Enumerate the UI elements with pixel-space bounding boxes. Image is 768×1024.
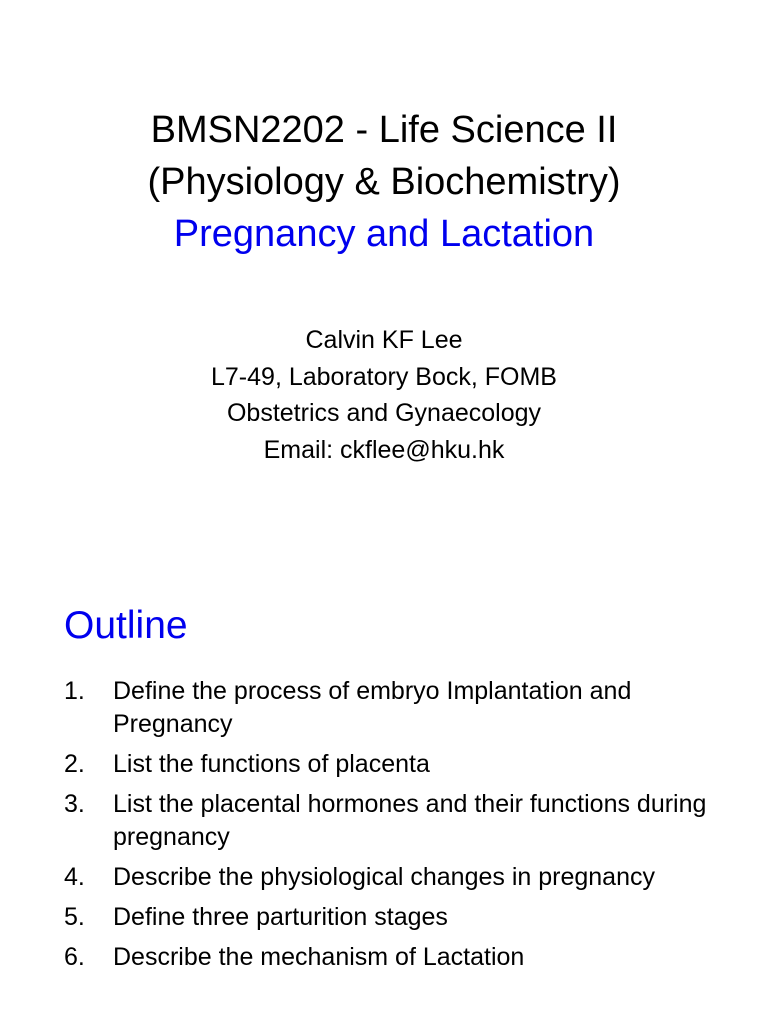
outline-item-text: Define three parturition stages bbox=[113, 903, 448, 931]
course-title-block bbox=[0, 104, 768, 260]
author-email: Email: ckflee@hku.hk bbox=[263, 435, 505, 464]
outline-item-text: List the functions of placenta bbox=[113, 750, 430, 778]
author-name: Calvin KF Lee bbox=[305, 326, 463, 354]
outline-item bbox=[64, 788, 744, 854]
outline-slide bbox=[0, 560, 768, 1024]
outline-heading: Outline bbox=[64, 604, 188, 647]
outline-item-number: 3. bbox=[64, 790, 85, 818]
outline-item-number: 2. bbox=[64, 750, 85, 778]
author-office: L7-49, Laboratory Bock, FOMB bbox=[211, 362, 557, 391]
outline-item-number: 4. bbox=[64, 863, 85, 891]
author-department: Obstetrics and Gynaecology bbox=[226, 399, 542, 427]
lecture-subtitle: Pregnancy and Lactation bbox=[173, 213, 595, 255]
outline-item-text: Describe the mechanism of Lactation bbox=[113, 943, 525, 971]
outline-item-number: 1. bbox=[64, 677, 85, 705]
outline-item bbox=[64, 901, 744, 934]
author-info-block bbox=[0, 322, 768, 468]
outline-item-text: Define the process of embryo Implantation and Pregnancy bbox=[113, 677, 632, 738]
course-title-line-1: BMSN2202 - Life Science II bbox=[150, 109, 618, 151]
outline-item bbox=[64, 941, 744, 974]
outline-item bbox=[64, 748, 744, 781]
course-title-line-2: (Physiology & Biochemistry) bbox=[147, 161, 621, 203]
outline-item-number: 6. bbox=[64, 943, 85, 971]
outline-item bbox=[64, 675, 744, 741]
outline-item-number: 5. bbox=[64, 903, 85, 931]
outline-item-text: List the placental hormones and their functions during pregnancy bbox=[113, 790, 707, 851]
outline-list bbox=[64, 675, 744, 981]
outline-item-text: Describe the physiological changes in pregnancy bbox=[113, 863, 655, 891]
outline-item bbox=[64, 861, 744, 894]
